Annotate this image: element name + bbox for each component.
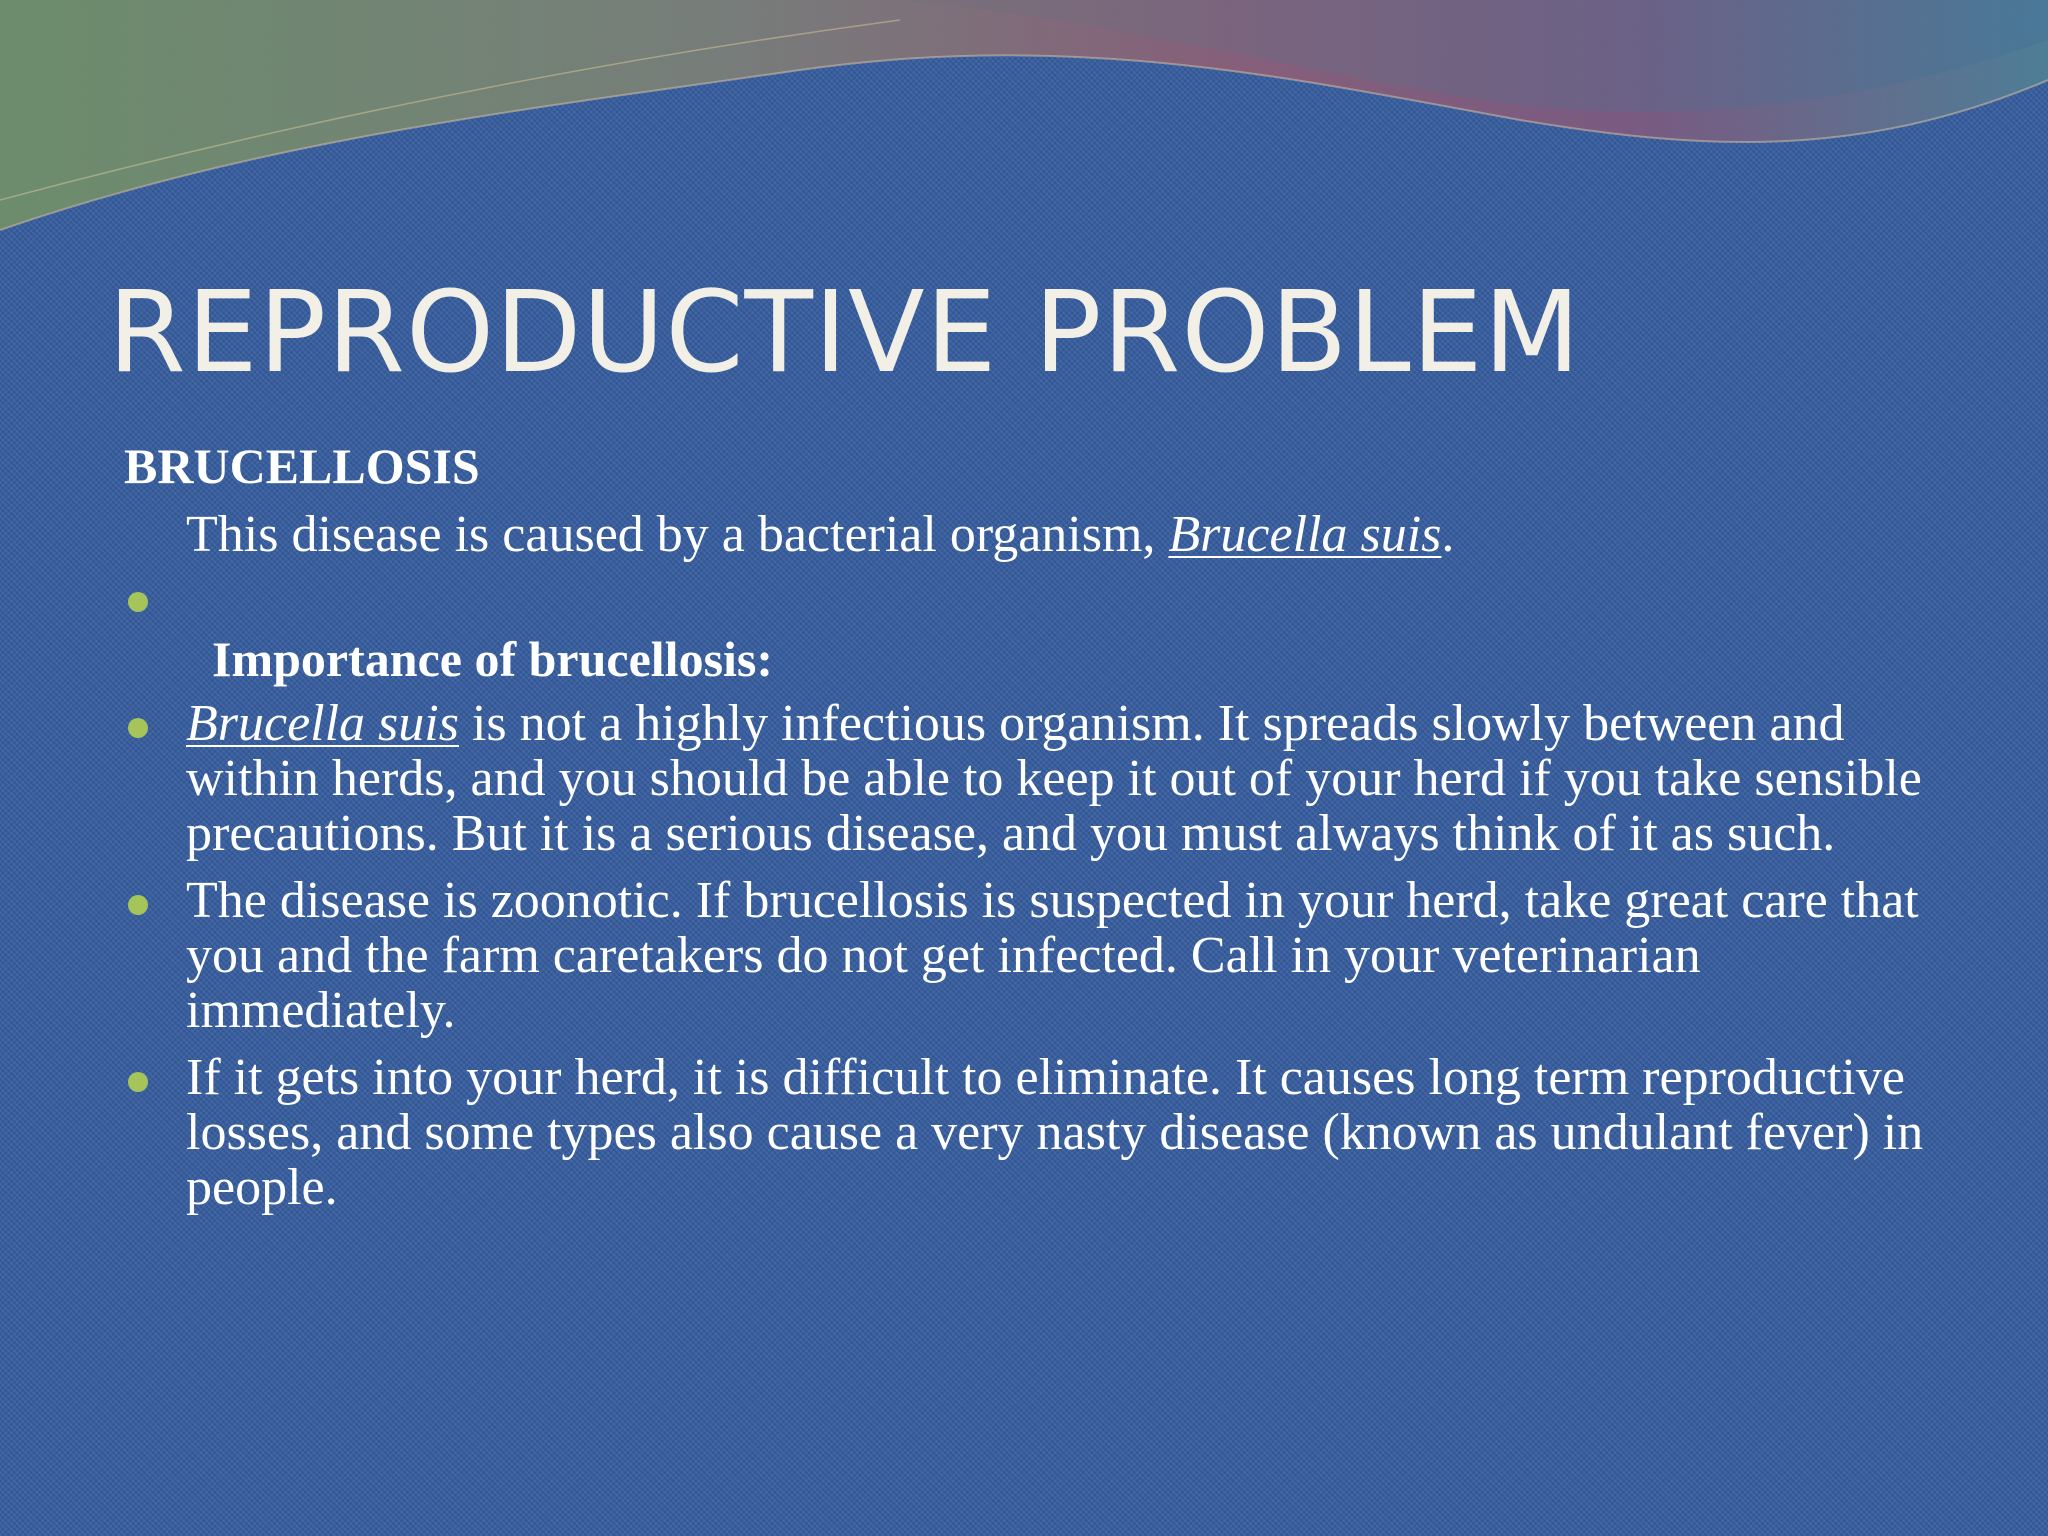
slide-body (124, 432, 1954, 1215)
section-heading: BRUCELLOSIS (124, 438, 480, 494)
organism-name: Brucella suis (1168, 506, 1442, 563)
bullet-text: is not a highly infectious organism. It spreads slowly between and within herds, and you should be able to keep it out of your herd if you take sensible precautions. But it is a serious disease, and you must always think of it as such. (186, 695, 1922, 862)
intro-text: This disease is caused by a bacterial organism, (186, 506, 1169, 563)
intro-paragraph (124, 500, 1954, 570)
empty-bullet-item (124, 570, 1954, 628)
bullet-text: The disease is zoonotic. If brucellosis is suspected in your herd, take great care that you and the farm caretakers do not get infected. Call in your veterinarian immediately. (186, 872, 1919, 1039)
bullet-dot-icon (128, 1072, 148, 1092)
intro-period: . (1441, 506, 1455, 563)
bullet-item (124, 696, 1954, 861)
bullet-item (124, 1050, 1954, 1215)
subheading: Importance of brucellosis: (212, 631, 774, 687)
slide-title: REPRODUCTIVE PROBLEM (108, 268, 1582, 398)
decorative-wave-banner (0, 0, 2048, 260)
bullet-text: If it gets into your herd, it is difficult to eliminate. It causes long term reproductive losses, and some types also cause a very nasty disease (known as undulant fever) in people. (186, 1049, 1924, 1216)
organism-name: Brucella suis (186, 695, 459, 752)
bullet-item (124, 873, 1954, 1038)
bullet-dot-icon (128, 718, 148, 738)
bullet-dot-icon (128, 592, 148, 612)
bullet-dot-icon (128, 895, 148, 915)
